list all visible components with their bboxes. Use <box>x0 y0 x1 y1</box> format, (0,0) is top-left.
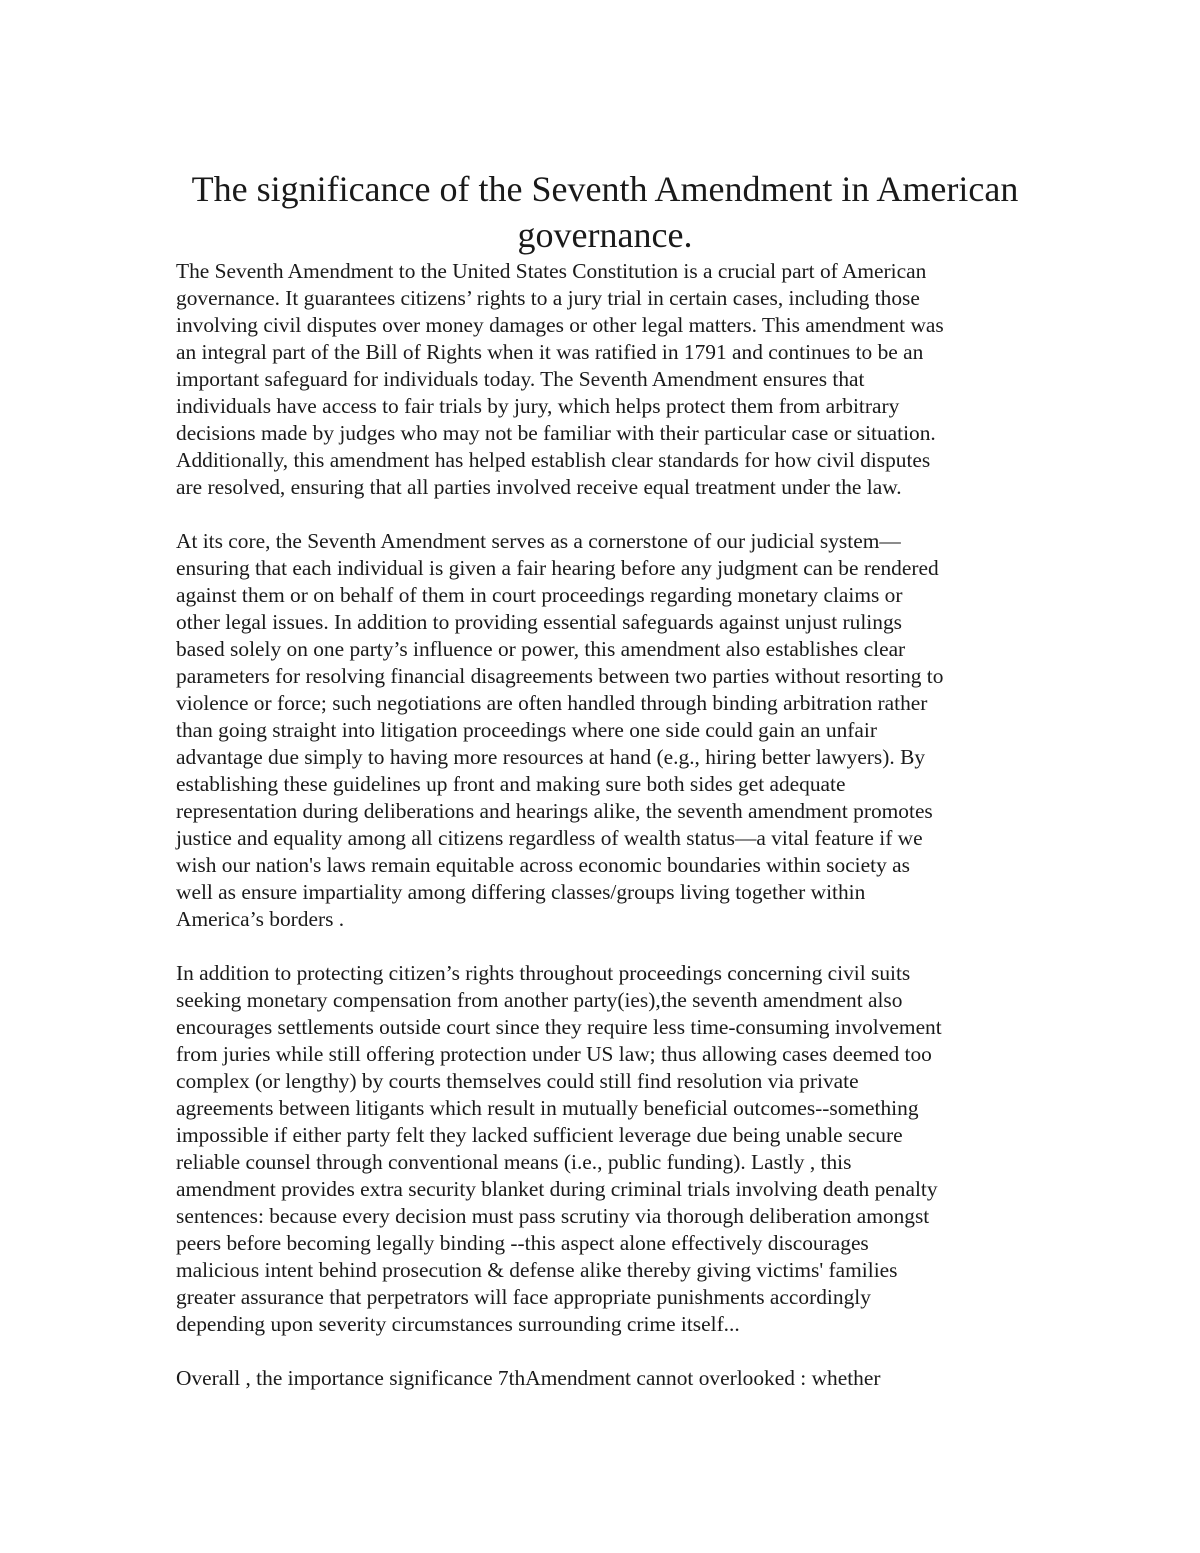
title-line: governance. <box>517 215 693 255</box>
text-line: parameters for resolving financial disagreements between two parties without resorting to <box>176 664 944 688</box>
text-line: At its core, the Seventh Amendment serves as a cornerstone of our judicial system— <box>176 529 901 553</box>
text-line: sentences: because every decision must pass scrutiny via thorough deliberation amongst <box>176 1204 930 1228</box>
title-line: The significance of the Seventh Amendment in American <box>191 169 1019 209</box>
text-line: agreements between litigants which result in mutually beneficial outcomes--something <box>176 1096 919 1120</box>
text-line: violence or force; such negotiations are often handled through binding arbitration rather <box>176 691 928 715</box>
paragraph <box>176 258 1038 501</box>
text-line: impossible if either party felt they lacked sufficient leverage due being unable secure <box>176 1123 903 1147</box>
text-line: greater assurance that perpetrators will face appropriate punishments accordingly <box>176 1285 871 1309</box>
text-line: In addition to protecting citizen’s rights throughout proceedings concerning civil suits <box>176 961 911 985</box>
text-line: amendment provides extra security blanket during criminal trials involving death penalty <box>176 1177 938 1201</box>
text-line: governance. It guarantees citizens’ rights to a jury trial in certain cases, including those <box>176 286 920 310</box>
text-line: Overall , the importance significance 7thAmendment cannot overlooked : whether <box>176 1366 881 1390</box>
text-line: seeking monetary compensation from another party(ies),the seventh amendment also <box>176 988 903 1012</box>
text-line: malicious intent behind prosecution & defense alike thereby giving victims' families <box>176 1258 898 1282</box>
text-line: an integral part of the Bill of Rights when it was ratified in 1791 and continues to be an <box>176 340 924 364</box>
text-line: wish our nation's laws remain equitable across economic boundaries within society as <box>176 853 910 877</box>
text-line: are resolved, ensuring that all parties involved receive equal treatment under the law. <box>176 475 902 499</box>
text-line: reliable counsel through conventional means (i.e., public funding). Lastly , this <box>176 1150 852 1174</box>
text-line: decisions made by judges who may not be familiar with their particular case or situation. <box>176 421 936 445</box>
text-line: depending upon severity circumstances surrounding crime itself... <box>176 1312 740 1336</box>
text-line: advantage due simply to having more resources at hand (e.g., hiring better lawyers). By <box>176 745 926 769</box>
text-line: justice and equality among all citizens regardless of wealth status—a vital feature if we <box>176 826 923 850</box>
text-line: against them or on behalf of them in court proceedings regarding monetary claims or <box>176 583 903 607</box>
text-line: establishing these guidelines up front and making sure both sides get adequate <box>176 772 846 796</box>
paragraph <box>176 960 1038 1338</box>
text-line: Additionally, this amendment has helped establish clear standards for how civil disputes <box>176 448 931 472</box>
text-line: based solely on one party’s influence or power, this amendment also establishes clear <box>176 637 906 661</box>
text-line: involving civil disputes over money damages or other legal matters. This amendment was <box>176 313 944 337</box>
text-line: from juries while still offering protection under US law; thus allowing cases deemed too <box>176 1042 932 1066</box>
paragraph <box>176 1365 1038 1392</box>
text-line: well as ensure impartiality among differing classes/groups living together within <box>176 880 866 904</box>
document-body <box>176 258 1038 1419</box>
text-line: encourages settlements outside court since they require less time-consuming involvement <box>176 1015 942 1039</box>
text-line: individuals have access to fair trials by jury, which helps protect them from arbitrary <box>176 394 900 418</box>
text-line: important safeguard for individuals today. The Seventh Amendment ensures that <box>176 367 865 391</box>
text-line: The Seventh Amendment to the United States Constitution is a crucial part of American <box>176 259 927 283</box>
text-line: America’s borders . <box>176 907 345 931</box>
text-line: complex (or lengthy) by courts themselves could still find resolution via private <box>176 1069 859 1093</box>
paragraph <box>176 528 1038 933</box>
document-title <box>140 166 1070 258</box>
text-line: ensuring that each individual is given a fair hearing before any judgment can be rendered <box>176 556 939 580</box>
text-line: peers before becoming legally binding --this aspect alone effectively discourages <box>176 1231 869 1255</box>
text-line: representation during deliberations and hearings alike, the seventh amendment promotes <box>176 799 933 823</box>
text-line: other legal issues. In addition to providing essential safeguards against unjust rulings <box>176 610 902 634</box>
text-line: than going straight into litigation proceedings where one side could gain an unfair <box>176 718 877 742</box>
